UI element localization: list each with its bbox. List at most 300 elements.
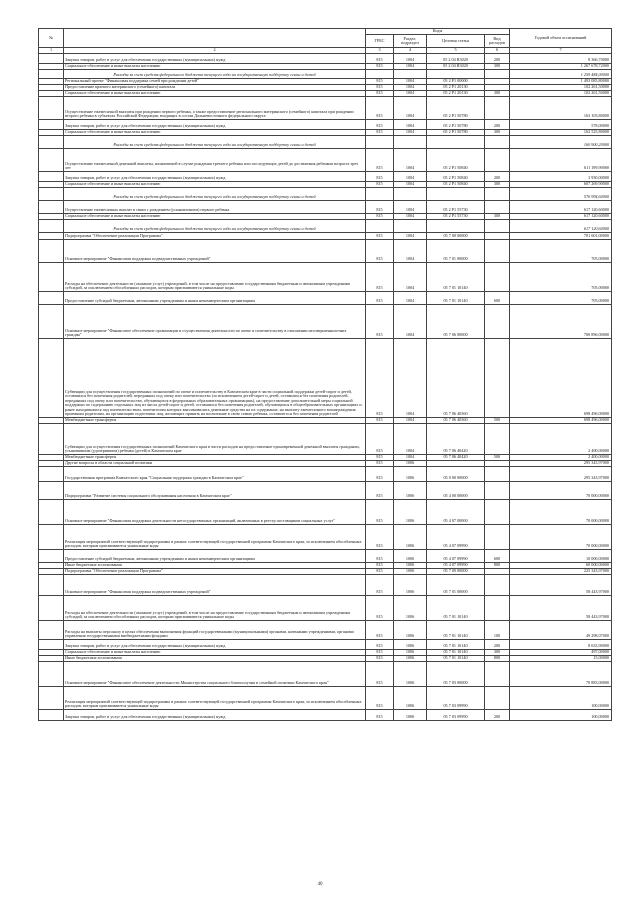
row-number (39, 574, 64, 595)
row-name: Расходы на обеспечение деятельности (оказание услуг) учреждений, в том числе на предоставление государственным бюджетным и автономным учреждениям субсидий, за исключением обособленных расходов, которым присваиваются уникальные коды (64, 262, 366, 291)
row-target (427, 219, 485, 232)
row-grbs: 815 (366, 562, 394, 568)
row-kind: 300 (485, 90, 510, 96)
row-number (39, 549, 64, 562)
row-value: 295 343,97000 (510, 460, 612, 466)
row-name: Закупка товаров, работ и услуг для обеспечения государственных (муниципальных) нужд (64, 53, 366, 63)
row-section (394, 187, 427, 200)
row-target: 05 4 00 00000 (427, 481, 485, 499)
row-target: 05 7 06 40360 (427, 417, 485, 423)
row-value: 58 443,97000 (510, 595, 612, 620)
row-number (39, 171, 64, 181)
row-kind: 300 (485, 63, 510, 69)
row-kind: 600 (485, 291, 510, 304)
row-value: 617 120,60000 (510, 219, 612, 232)
row-name: Основное мероприятие "Финансовая поддержка подведомственных учреждений" (64, 239, 366, 262)
row-grbs: 815 (366, 620, 394, 639)
row-grbs: 815 (366, 53, 394, 63)
row-target: 05 7 01 10140 (427, 595, 485, 620)
row-target: 05 7 01 10140 (427, 649, 485, 655)
row-grbs (366, 187, 394, 200)
row-value: 295 343,97000 (510, 466, 612, 481)
table-row (39, 200, 612, 213)
row-name: Расходы за счет средств федерального бюджета текущего года на государственную поддержку семьи и детей (64, 69, 366, 78)
page-number: 40 (317, 882, 323, 887)
table-row (39, 639, 612, 649)
table-row (39, 499, 612, 524)
row-name: Социальное обеспечение и иные выплаты населению (64, 90, 366, 96)
row-target: 05 7 06 40420 (427, 423, 485, 454)
row-target: 05 7 06 40420 (427, 454, 485, 460)
row-grbs: 815 (366, 181, 394, 187)
row-target: 05 2 04 R3020 (427, 53, 485, 63)
row-kind (485, 423, 510, 454)
row-grbs: 815 (366, 595, 394, 620)
row-number (39, 686, 64, 709)
row-target: 05 7 03 00000 (427, 661, 485, 686)
header-name (64, 29, 366, 48)
row-name: Основное мероприятие "Финансовое обеспечение организации и осуществления деятельности по опеке и попечительству в отношении несовершеннолетних граждан" (64, 304, 366, 338)
row-target: 05 2 P1 55730 (427, 213, 485, 219)
row-value: 705,00000 (510, 239, 612, 262)
row-section: 1006 (394, 524, 427, 549)
row-number (39, 466, 64, 481)
row-kind (485, 304, 510, 338)
row-name: Межбюджетные трансферты (64, 454, 366, 460)
row-kind (485, 232, 510, 239)
row-value: 58 443,97000 (510, 574, 612, 595)
table-row (39, 219, 612, 232)
row-grbs (366, 135, 394, 148)
row-value: 15,00000 (510, 655, 612, 661)
row-value: 70 883,00000 (510, 661, 612, 686)
row-section: 1004 (394, 262, 427, 291)
row-kind (485, 499, 510, 524)
row-grbs: 815 (366, 686, 394, 709)
row-grbs: 815 (366, 524, 394, 549)
row-name: Основное мероприятие "Финансовая поддержка подведомственных учреждений" (64, 574, 366, 595)
row-section: 1004 (394, 63, 427, 69)
row-kind (485, 187, 510, 200)
row-section: 1004 (394, 232, 427, 239)
row-grbs: 815 (366, 466, 394, 481)
row-target: 05 2 P1 20130 (427, 84, 485, 90)
row-grbs: 815 (366, 649, 394, 655)
row-name: Подпрограмма "Обеспечение реализации Программы" (64, 568, 366, 574)
row-kind (485, 481, 510, 499)
row-section: 1006 (394, 568, 427, 574)
row-kind: 800 (485, 562, 510, 568)
row-grbs: 815 (366, 655, 394, 661)
row-value: 698 496,00000 (510, 338, 612, 417)
row-number (39, 96, 64, 119)
row-grbs: 815 (366, 63, 394, 69)
row-value: 163 103,80000 (510, 96, 612, 119)
header-codes: Коды (366, 29, 510, 35)
row-target: 05 7 01 00000 (427, 574, 485, 595)
row-name: Субвенции для осуществления государственных полномочий по опеке и попечительству в Камчатском крае в части социальной поддержки детей-сирот и детей, оставшихся без попечения родителей, переданных под опеку или попечительство (за исключением детей-сирот и детей, оставшихся без попечения родителей, переданных под опеку или попечительство, обучающихся в федеральных образовательных организациях), на предоставление дополнительной меры социальной поддержки по содержанию отдельных лиц из числа детей-сирот и детей, оставшихся без попечения родителей, обучающихся в общеобразовательных организациях и ранее находившихся под попечительством, попечителям которых выплачивались денежные средства на их содержание, на выплату ежемесячного вознаграждения приемным родителям, на организацию подготовки лиц, желающих принять на воспитание в свою семью ребенка, оставшегося без попечения родителей (64, 338, 366, 417)
row-value: 497,00000 (510, 649, 612, 655)
row-grbs: 815 (366, 568, 394, 574)
row-kind: 300 (485, 129, 510, 135)
row-section: 1006 (394, 574, 427, 595)
table-body (39, 53, 612, 720)
table-row (39, 481, 612, 499)
row-name: Подпрограмма "Обеспечение реализации Программы" (64, 232, 366, 239)
row-target: 05 7 06 40360 (427, 338, 485, 417)
row-name: Социальное обеспечение и иные выплаты населению (64, 63, 366, 69)
row-value: 700 896,00000 (510, 304, 612, 338)
table-row (39, 304, 612, 338)
row-value: 1 267 678,72000 (510, 63, 612, 69)
table-row (39, 171, 612, 181)
row-kind: 300 (485, 181, 510, 187)
row-name: Социальное обеспечение и иные выплаты населению (64, 129, 366, 135)
header-kind: Вид расходов (485, 35, 510, 48)
row-target: 05 7 00 00000 (427, 232, 485, 239)
row-name: Социальное обеспечение и иные выплаты населению (64, 213, 366, 219)
row-number (39, 262, 64, 291)
row-value: 60 000,00000 (510, 562, 612, 568)
row-section (394, 135, 427, 148)
row-section: 1004 (394, 148, 427, 171)
budget-table (38, 28, 612, 721)
header-index: 1 (39, 48, 64, 54)
row-name: Социальное обеспечение и иные выплаты населению (64, 181, 366, 187)
table-row (39, 148, 612, 171)
table-row (39, 232, 612, 239)
row-name: Реализация мероприятий соответствующей подпрограммы в рамках соответствующей государственной программы Камчатского края, за исключением обособленных расходов, которым присваиваются уникальные коды (64, 686, 366, 709)
row-section (394, 219, 427, 232)
row-grbs: 815 (366, 232, 394, 239)
row-kind (485, 466, 510, 481)
row-kind: 200 (485, 171, 510, 181)
row-grbs: 815 (366, 338, 394, 417)
row-number (39, 148, 64, 171)
row-section: 1004 (394, 181, 427, 187)
table-header (39, 29, 612, 54)
row-value: 102 261,50000 (510, 90, 612, 96)
row-target (427, 135, 485, 148)
row-value: 576 994,60000 (510, 187, 612, 200)
row-name: Осуществление ежемесячных выплат в связи с рождением (усыновлением) первого ребенка (64, 200, 366, 213)
row-number (39, 53, 64, 63)
row-name: Расходы за счет средств федерального бюджета текущего года на государственную поддержку семьи и детей (64, 219, 366, 232)
table-row (39, 96, 612, 119)
header-index: 5 (427, 48, 485, 54)
row-name: Государственная программа Камчатского края "Социальная поддержка граждан в Камчатском крае" (64, 466, 366, 481)
row-name: Региональный проект "Финансовая поддержка семей при рождении детей" (64, 78, 366, 84)
row-kind (485, 595, 510, 620)
row-grbs: 815 (366, 90, 394, 96)
row-kind (485, 338, 510, 417)
header-section: Раздел, подраздел (394, 35, 427, 48)
row-section: 1004 (394, 454, 427, 460)
row-name: Осуществление ежемесячной выплаты при рождении первого ребенка, а также предоставление регионального материнского (семейного) капитала при рождении второго ребенка в субъектах Российской Федерации, входящих в состав Дальневосточного федерального округа (64, 96, 366, 119)
header-number: № (39, 29, 64, 48)
row-grbs: 815 (366, 262, 394, 291)
row-grbs: 815 (366, 129, 394, 135)
row-name: Предоставление субсидий бюджетным, автономным учреждениям и иным некоммерческим организациям (64, 291, 366, 304)
table-row (39, 135, 612, 148)
row-name: Закупка товаров, работ и услуг для обеспечения государственных (муниципальных) нужд (64, 171, 366, 181)
row-section: 1006 (394, 460, 427, 466)
row-number (39, 338, 64, 417)
row-section: 1004 (394, 239, 427, 262)
header-index: 2 (64, 48, 366, 54)
row-name: Расходы на выплаты персоналу в целях обеспечения выполнения функций государственными (муниципальными) органами, казенными учреждениями, органами управления государственными внебюджетными фондами (64, 620, 366, 639)
row-section: 1004 (394, 423, 427, 454)
table-row (39, 661, 612, 686)
row-target: 05 4 07 09990 (427, 524, 485, 549)
row-grbs: 815 (366, 200, 394, 213)
row-number (39, 639, 64, 649)
row-value: 2 400,00000 (510, 454, 612, 460)
row-kind: 600 (485, 549, 510, 562)
row-kind: 500 (485, 417, 510, 423)
row-section: 1004 (394, 200, 427, 213)
row-grbs: 815 (366, 96, 394, 119)
row-grbs: 815 (366, 417, 394, 423)
row-number (39, 200, 64, 213)
row-section: 1006 (394, 655, 427, 661)
row-target: 05 7 00 00000 (427, 568, 485, 574)
row-kind (485, 96, 510, 119)
row-name: Предоставление субсидий бюджетным, автономным учреждениям и иным некоммерческим организациям (64, 549, 366, 562)
row-value: 611 199,90000 (510, 148, 612, 171)
row-section: 1004 (394, 338, 427, 417)
row-name: Предоставление краевого материнского (семейного) капитала (64, 84, 366, 90)
header-index: 4 (394, 48, 427, 54)
row-name: Расходы за счет средств федерального бюджета текущего года на государственную поддержку семьи и детей (64, 135, 366, 148)
row-target: 05 2 P1 50780 (427, 119, 485, 129)
row-kind (485, 524, 510, 549)
row-value: 225 343,97000 (510, 568, 612, 574)
row-section: 1006 (394, 595, 427, 620)
row-target: 05 2 P1 00000 (427, 78, 485, 84)
table-row (39, 262, 612, 291)
row-grbs (366, 219, 394, 232)
row-kind (485, 661, 510, 686)
row-value: 705,00000 (510, 262, 612, 291)
row-section: 1006 (394, 639, 427, 649)
row-value: 1 493 085,80000 (510, 78, 612, 84)
row-number (39, 69, 64, 78)
row-grbs (366, 69, 394, 78)
row-section (394, 69, 427, 78)
row-section: 1006 (394, 481, 427, 499)
table-row (39, 338, 612, 417)
row-name: Иные бюджетные ассигнования (64, 562, 366, 568)
row-number (39, 481, 64, 499)
row-name: Основное мероприятие "Финансовое обеспечение деятельности Министерства социального благополучия и семейной политики Камчатского края" (64, 661, 366, 686)
row-name: Закупка товаров, работ и услуг для обеспечения государственных (муниципальных) нужд (64, 639, 366, 649)
row-target: 05 2 P1 50840 (427, 171, 485, 181)
row-value: 49 298,07000 (510, 620, 612, 639)
row-name: Социальное обеспечение и иные выплаты населению (64, 649, 366, 655)
row-target: 05 7 01 10140 (427, 639, 485, 649)
row-kind (485, 135, 510, 148)
table-row (39, 187, 612, 200)
row-value: 160 900,20000 (510, 135, 612, 148)
header-index: 6 (485, 48, 510, 54)
row-target: 05 2 P1 50840 (427, 148, 485, 171)
table-row (39, 686, 612, 709)
table-row (39, 574, 612, 595)
row-name: Закупка товаров, работ и услуг для обеспечения государственных (муниципальных) нужд (64, 119, 366, 129)
row-target: 05 0 00 00000 (427, 466, 485, 481)
header-target: Целевая статья (427, 35, 485, 48)
row-kind (485, 686, 510, 709)
row-section: 1006 (394, 620, 427, 639)
row-value: 698 496,00000 (510, 417, 612, 423)
row-number (39, 232, 64, 239)
row-name: Межбюджетные трансферты (64, 417, 366, 423)
row-kind: 300 (485, 649, 510, 655)
budget-table-page (38, 28, 611, 721)
row-kind: 500 (485, 454, 510, 460)
row-grbs: 815 (366, 78, 394, 84)
table-row (39, 423, 612, 454)
row-section: 1006 (394, 466, 427, 481)
row-value: 1 259 484,00000 (510, 69, 612, 78)
row-value: 3 930,00000 (510, 171, 612, 181)
row-section: 1006 (394, 709, 427, 720)
row-kind (485, 574, 510, 595)
row-target: 05 2 P1 20130 (427, 90, 485, 96)
table-row (39, 466, 612, 481)
row-target: 05 4 07 09990 (427, 549, 485, 562)
table-row (39, 709, 612, 720)
row-kind: 100 (485, 620, 510, 639)
row-grbs: 815 (366, 148, 394, 171)
row-name: Иные бюджетные ассигнования (64, 655, 366, 661)
row-number (39, 620, 64, 639)
row-name: Основное мероприятие "Финансовая поддержка деятельности негосударственных организаций, включенных в реестр поставщиков социальных услуг" (64, 499, 366, 524)
row-section: 1004 (394, 119, 427, 129)
row-grbs: 815 (366, 661, 394, 686)
row-number (39, 524, 64, 549)
row-target (427, 187, 485, 200)
row-name: Закупка товаров, работ и услуг для обеспечения государственных (муниципальных) нужд (64, 709, 366, 720)
table-row (39, 119, 612, 129)
row-value: 701 601,00000 (510, 232, 612, 239)
row-grbs: 815 (366, 291, 394, 304)
row-grbs: 815 (366, 460, 394, 466)
header-total: Годовой объем ассигнований (510, 29, 612, 48)
row-grbs: 815 (366, 709, 394, 720)
row-grbs: 815 (366, 84, 394, 90)
row-number (39, 709, 64, 720)
row-kind (485, 219, 510, 232)
row-number (39, 119, 64, 129)
row-kind: 200 (485, 709, 510, 720)
row-target: 05 2 P1 50780 (427, 96, 485, 119)
row-target: 05 2 P1 55730 (427, 200, 485, 213)
row-grbs: 815 (366, 639, 394, 649)
row-grbs: 815 (366, 239, 394, 262)
row-value: 607 269,90000 (510, 181, 612, 187)
row-section: 1004 (394, 78, 427, 84)
row-grbs: 815 (366, 481, 394, 499)
table-row (39, 524, 612, 549)
row-number (39, 239, 64, 262)
row-grbs: 815 (366, 549, 394, 562)
row-section: 1006 (394, 499, 427, 524)
row-target: 05 7 01 10140 (427, 655, 485, 661)
row-kind (485, 262, 510, 291)
row-value: 705,00000 (510, 291, 612, 304)
row-name: Осуществление ежемесячной денежной выплаты, назначаемой в случае рождения третьего ребенка или последующих детей до достижения ребенком возраста трех лет (64, 148, 366, 171)
row-value: 617 120,60000 (510, 213, 612, 219)
row-target: 05 7 01 00000 (427, 239, 485, 262)
row-target: 05 7 01 10140 (427, 620, 485, 639)
row-number (39, 291, 64, 304)
table-row (39, 595, 612, 620)
row-section: 1004 (394, 96, 427, 119)
row-section: 1006 (394, 661, 427, 686)
row-grbs: 815 (366, 423, 394, 454)
row-value: 2 400,00000 (510, 423, 612, 454)
row-section: 1006 (394, 549, 427, 562)
row-kind: 200 (485, 639, 510, 649)
row-kind (485, 69, 510, 78)
row-kind: 200 (485, 53, 510, 63)
table-row (39, 549, 612, 562)
row-section: 1004 (394, 84, 427, 90)
row-target: 05 2 P1 50780 (427, 129, 485, 135)
row-section: 1004 (394, 213, 427, 219)
row-number (39, 595, 64, 620)
row-kind: 300 (485, 213, 510, 219)
table-row (39, 69, 612, 78)
row-number (39, 304, 64, 338)
row-section: 1004 (394, 291, 427, 304)
header-index: 3 (366, 48, 394, 54)
row-number (39, 187, 64, 200)
table-row (39, 291, 612, 304)
row-kind (485, 200, 510, 213)
row-section: 1006 (394, 686, 427, 709)
row-grbs: 815 (366, 499, 394, 524)
row-grbs: 815 (366, 171, 394, 181)
table-row (39, 53, 612, 63)
row-section: 1006 (394, 562, 427, 568)
row-value: 8 633,90000 (510, 639, 612, 649)
row-value: 70 000,00000 (510, 481, 612, 499)
row-target: 05 4 07 00000 (427, 499, 485, 524)
row-value: 578,00000 (510, 119, 612, 129)
row-section: 1006 (394, 649, 427, 655)
row-target (427, 69, 485, 78)
row-name: Подпрограмма "Развитие системы социального обслуживания населения в Камчатском крае" (64, 481, 366, 499)
row-name: Расходы на обеспечение деятельности (оказание услуг) учреждений, в том числе на предоставление государственным бюджетным и автономным учреждениям субсидий, за исключением обособленных расходов, которым присваиваются уникальные коды (64, 595, 366, 620)
row-target: 05 7 03 09990 (427, 709, 485, 720)
row-section: 1004 (394, 171, 427, 181)
row-grbs: 815 (366, 454, 394, 460)
header-index: 7 (510, 48, 612, 54)
row-target: 05 7 01 10140 (427, 262, 485, 291)
header-grbs: ГРБС (366, 35, 394, 48)
row-target: 05 4 07 09990 (427, 562, 485, 568)
row-grbs: 815 (366, 304, 394, 338)
row-value: 70 000,00000 (510, 499, 612, 524)
row-section: 1004 (394, 417, 427, 423)
row-section: 1004 (394, 304, 427, 338)
row-value: 102 261,50000 (510, 84, 612, 90)
row-grbs: 815 (366, 574, 394, 595)
table-row (39, 239, 612, 262)
